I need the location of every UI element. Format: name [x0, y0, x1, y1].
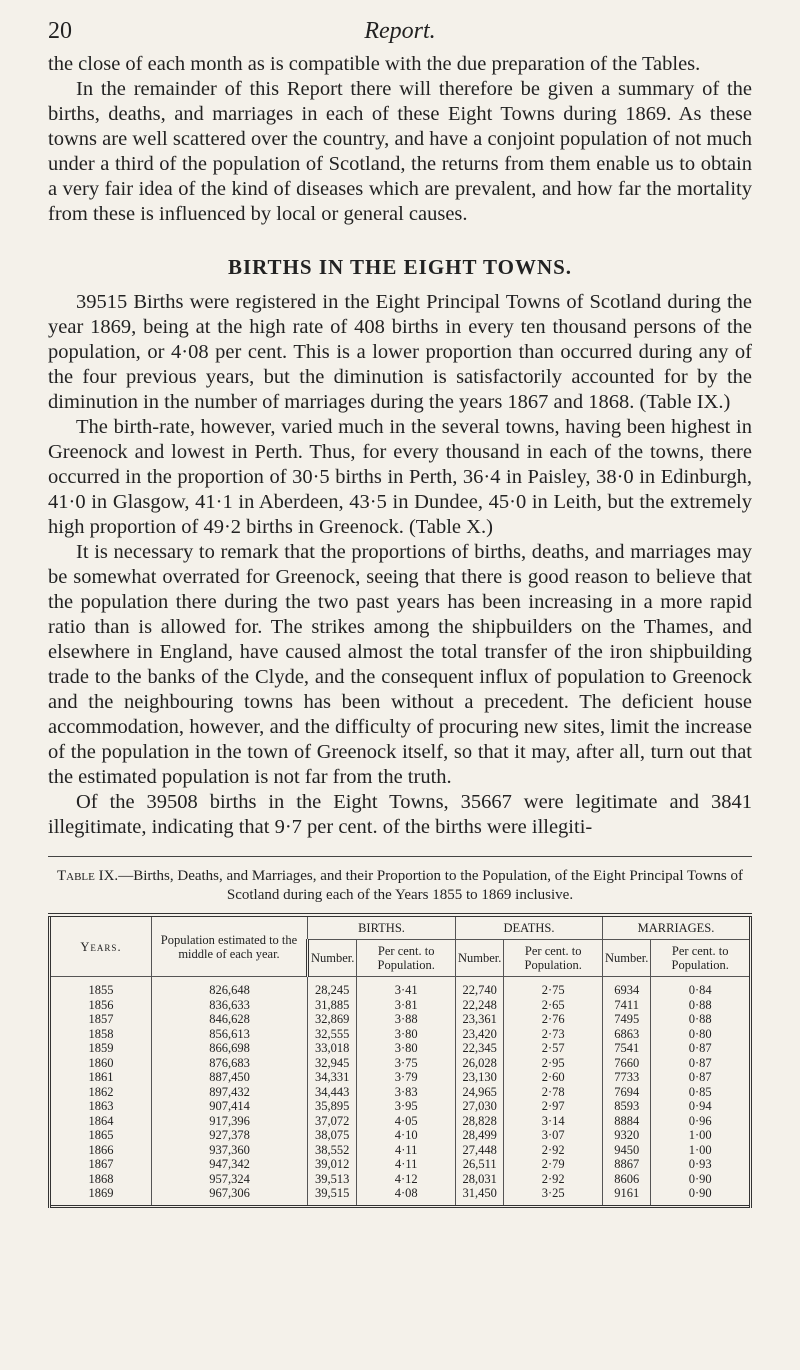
cell-deaths-number: 22,345	[456, 1041, 504, 1056]
cell-marriages-percent: 0·90	[651, 1172, 751, 1187]
cell-births-number: 38,075	[308, 1128, 357, 1143]
running-title: Report.	[364, 18, 436, 44]
cell-marriages-percent: 0·90	[651, 1186, 751, 1206]
cell-marriages-percent: 0·80	[651, 1027, 751, 1042]
cell-births-percent: 3·75	[357, 1056, 456, 1071]
cell-deaths-percent: 2·73	[504, 1027, 603, 1042]
cell-deaths-number: 28,499	[456, 1128, 504, 1143]
table-row	[50, 1186, 751, 1206]
table-ix	[48, 913, 752, 1208]
cell-population: 887,450	[152, 1070, 308, 1085]
cell-births-percent: 4·11	[357, 1143, 456, 1158]
cell-marriages-number: 8606	[603, 1172, 651, 1187]
cell-births-number: 35,895	[308, 1099, 357, 1114]
cell-year: 1865	[50, 1128, 152, 1143]
table-row	[50, 1143, 751, 1158]
table-row	[50, 1070, 751, 1085]
paragraph-continued: the close of each month as is compatible with the due preparation of the Tables.	[48, 53, 701, 75]
cell-population: 947,342	[152, 1157, 308, 1172]
cell-births-number: 38,552	[308, 1143, 357, 1158]
cell-deaths-number: 23,361	[456, 1012, 504, 1027]
table-row	[50, 1012, 751, 1027]
col-population: Population estimated to the middle of each year.	[152, 915, 308, 977]
cell-year: 1869	[50, 1186, 152, 1206]
col-group-deaths: DEATHS.	[456, 915, 603, 940]
cell-births-number: 32,945	[308, 1056, 357, 1071]
cell-births-number: 34,443	[308, 1085, 357, 1100]
cell-deaths-percent: 2·75	[504, 977, 603, 998]
cell-marriages-number: 7495	[603, 1012, 651, 1027]
cell-deaths-percent: 2·78	[504, 1085, 603, 1100]
cell-births-percent: 3·41	[357, 977, 456, 998]
cell-population: 927,378	[152, 1128, 308, 1143]
cell-deaths-percent: 3·14	[504, 1114, 603, 1129]
cell-marriages-number: 7694	[603, 1085, 651, 1100]
cell-marriages-number: 8884	[603, 1114, 651, 1129]
paragraph-legitimacy: Of the 39508 births in the Eight Towns, 35667 were legitimate and 3841 illegitimate, indicating that 9·7 per cent. of the births were illegiti-	[48, 791, 752, 838]
cell-marriages-number: 7411	[603, 998, 651, 1013]
cell-population: 937,360	[152, 1143, 308, 1158]
cell-births-percent: 4·08	[357, 1186, 456, 1206]
table-row	[50, 977, 751, 998]
cell-deaths-percent: 3·07	[504, 1128, 603, 1143]
cell-births-number: 39,012	[308, 1157, 357, 1172]
paragraph-summary-intro: In the remainder of this Report there will therefore be given a summary of the births, deaths, and marriages in each of these Eight Towns during 1869. As these towns are well scattered over the country, and have a conjoint population of not much under a third of the population of Scotland, the returns from them enable us to obtain a very fair idea of the kind of diseases which are prevalent, and how far the mortality from these is influenced by local or general causes.	[48, 78, 752, 225]
cell-births-number: 39,515	[308, 1186, 357, 1206]
cell-deaths-percent: 2·92	[504, 1143, 603, 1158]
cell-population: 907,414	[152, 1099, 308, 1114]
cell-deaths-percent: 2·92	[504, 1172, 603, 1187]
cell-year: 1866	[50, 1143, 152, 1158]
cell-year: 1861	[50, 1070, 152, 1085]
cell-population: 846,628	[152, 1012, 308, 1027]
table-caption-text: —Births, Deaths, and Marriages, and their Proportion to the Population, of the Eight Principal Towns of Scotland during each of the Years 1855 to 1869 inclusive.	[118, 868, 744, 903]
cell-births-percent: 3·80	[357, 1027, 456, 1042]
cell-marriages-percent: 0·85	[651, 1085, 751, 1100]
cell-marriages-number: 7733	[603, 1070, 651, 1085]
table-row	[50, 1085, 751, 1100]
cell-year: 1860	[50, 1056, 152, 1071]
cell-marriages-number: 9161	[603, 1186, 651, 1206]
cell-marriages-percent: 0·84	[651, 977, 751, 998]
table-row	[50, 1157, 751, 1172]
cell-marriages-number: 8593	[603, 1099, 651, 1114]
cell-marriages-number: 6863	[603, 1027, 651, 1042]
table-row	[50, 998, 751, 1013]
cell-marriages-percent: 0·93	[651, 1157, 751, 1172]
cell-marriages-number: 9450	[603, 1143, 651, 1158]
cell-year: 1862	[50, 1085, 152, 1100]
cell-year: 1858	[50, 1027, 152, 1042]
cell-births-number: 39,513	[308, 1172, 357, 1187]
cell-marriages-percent: 0·88	[651, 998, 751, 1013]
table-row	[50, 1056, 751, 1071]
col-marriages-percent: Per cent. to Population.	[651, 940, 751, 977]
divider	[48, 856, 752, 857]
col-births-number: Number.	[308, 940, 357, 977]
cell-deaths-number: 27,448	[456, 1143, 504, 1158]
cell-marriages-percent: 0·94	[651, 1099, 751, 1114]
table-row	[50, 1041, 751, 1056]
cell-marriages-number: 6934	[603, 977, 651, 998]
col-deaths-number: Number.	[456, 940, 504, 977]
col-years: Years.	[50, 915, 152, 977]
cell-year: 1867	[50, 1157, 152, 1172]
cell-births-percent: 4·05	[357, 1114, 456, 1129]
table-body	[50, 977, 751, 1207]
cell-marriages-percent: 1·00	[651, 1143, 751, 1158]
cell-deaths-number: 23,420	[456, 1027, 504, 1042]
page-number: 20	[48, 18, 72, 44]
cell-deaths-number: 24,965	[456, 1085, 504, 1100]
cell-year: 1864	[50, 1114, 152, 1129]
cell-year: 1859	[50, 1041, 152, 1056]
table-row	[50, 1114, 751, 1129]
cell-marriages-percent: 0·96	[651, 1114, 751, 1129]
cell-marriages-percent: 1·00	[651, 1128, 751, 1143]
cell-deaths-percent: 2·97	[504, 1099, 603, 1114]
cell-births-percent: 3·81	[357, 998, 456, 1013]
cell-births-percent: 3·79	[357, 1070, 456, 1085]
table-row	[50, 1128, 751, 1143]
col-deaths-percent: Per cent. to Population.	[504, 940, 603, 977]
cell-deaths-percent: 2·76	[504, 1012, 603, 1027]
cell-births-percent: 3·95	[357, 1099, 456, 1114]
cell-births-number: 32,869	[308, 1012, 357, 1027]
cell-marriages-percent: 0·87	[651, 1056, 751, 1071]
section-heading: BIRTHS IN THE EIGHT TOWNS.	[227, 255, 573, 279]
cell-year: 1863	[50, 1099, 152, 1114]
cell-births-number: 34,331	[308, 1070, 357, 1085]
cell-year: 1856	[50, 998, 152, 1013]
cell-births-number: 33,018	[308, 1041, 357, 1056]
cell-population: 967,306	[152, 1186, 308, 1206]
cell-births-number: 28,245	[308, 977, 357, 998]
cell-births-number: 31,885	[308, 998, 357, 1013]
cell-deaths-number: 26,028	[456, 1056, 504, 1071]
cell-marriages-number: 7660	[603, 1056, 651, 1071]
col-group-births: BIRTHS.	[308, 915, 456, 940]
table-caption-label: Table IX.	[56, 868, 119, 884]
cell-deaths-number: 31,450	[456, 1186, 504, 1206]
cell-births-percent: 3·80	[357, 1041, 456, 1056]
cell-population: 856,613	[152, 1027, 308, 1042]
cell-marriages-percent: 0·88	[651, 1012, 751, 1027]
table-row	[50, 1099, 751, 1114]
table-row	[50, 1027, 751, 1042]
cell-deaths-percent: 2·65	[504, 998, 603, 1013]
page-header	[48, 18, 752, 52]
cell-deaths-number: 27,030	[456, 1099, 504, 1114]
cell-births-percent: 4·11	[357, 1157, 456, 1172]
cell-marriages-number: 9320	[603, 1128, 651, 1143]
cell-population: 897,432	[152, 1085, 308, 1100]
table-row	[50, 1172, 751, 1187]
cell-population: 826,648	[152, 977, 308, 998]
cell-births-percent: 4·10	[357, 1128, 456, 1143]
cell-deaths-number: 22,740	[456, 977, 504, 998]
cell-population: 866,698	[152, 1041, 308, 1056]
cell-deaths-percent: 2·60	[504, 1070, 603, 1085]
col-marriages-number: Number.	[603, 940, 651, 977]
cell-marriages-percent: 0·87	[651, 1041, 751, 1056]
paragraph-birth-rate: The birth-rate, however, varied much in the several towns, having been highest in Greenock and lowest in Perth. Thus, for every thousand in each of the towns, there occurred in the proportion of 30·5 births in Perth, 36·4 in Paisley, 38·0 in Edinburgh, 41·0 in Glasgow, 41·1 in Aberdeen, 43·5 in Dundee, 45·0 in Leith, but the extremely high proportion of 49·2 births in Greenock. (Table X.)	[48, 416, 752, 538]
cell-deaths-number: 26,511	[456, 1157, 504, 1172]
cell-deaths-number: 23,130	[456, 1070, 504, 1085]
cell-deaths-percent: 2·57	[504, 1041, 603, 1056]
cell-deaths-number: 22,248	[456, 998, 504, 1013]
paragraph-births-total: 39515 Births were registered in the Eight Principal Towns of Scotland during the year 1869, being at the high rate of 408 births in every ten thousand persons of the population, or 4·08 per cent. This is a lower proportion than occurred during any of the four previous years, but the diminution is satisfactorily accounted for by the diminution in the number of marriages during the years 1867 and 1868. (Table IX.)	[48, 291, 752, 413]
cell-population: 917,396	[152, 1114, 308, 1129]
cell-marriages-number: 7541	[603, 1041, 651, 1056]
cell-year: 1868	[50, 1172, 152, 1187]
cell-population: 957,324	[152, 1172, 308, 1187]
cell-marriages-number: 8867	[603, 1157, 651, 1172]
cell-deaths-percent: 2·79	[504, 1157, 603, 1172]
cell-population: 876,683	[152, 1056, 308, 1071]
cell-deaths-percent: 3·25	[504, 1186, 603, 1206]
cell-year: 1857	[50, 1012, 152, 1027]
cell-year: 1855	[50, 977, 152, 998]
cell-population: 836,633	[152, 998, 308, 1013]
cell-deaths-percent: 2·95	[504, 1056, 603, 1071]
cell-births-percent: 3·83	[357, 1085, 456, 1100]
paragraph-greenock-note: It is necessary to remark that the proportions of births, deaths, and marriages may be somewhat overrated for Greenock, seeing that there is good reason to believe that the population there during the two past years has been increasing in a more rapid ratio than is allowed for. The strikes among the shipbuilders on the Thames, and elsewhere in England, have caused almost the total transfer of the iron shipbuilding trade to the banks of the Clyde, and the consequent influx of population to Greenock and the neighbouring towns has been without a precedent. The deficient house accommodation, however, and the difficulty of procuring new sites, limit the increase of the population in the town of Greenock itself, so that it may, after all, turn out that the estimated population is not far from the truth.	[48, 541, 752, 788]
col-group-marriages: MARRIAGES.	[603, 915, 751, 940]
cell-marriages-percent: 0·87	[651, 1070, 751, 1085]
table-caption	[48, 867, 752, 905]
col-births-percent: Per cent. to Population.	[357, 940, 456, 977]
cell-deaths-number: 28,828	[456, 1114, 504, 1129]
cell-births-percent: 3·88	[357, 1012, 456, 1027]
cell-births-percent: 4·12	[357, 1172, 456, 1187]
cell-births-number: 37,072	[308, 1114, 357, 1129]
cell-births-number: 32,555	[308, 1027, 357, 1042]
cell-deaths-number: 28,031	[456, 1172, 504, 1187]
